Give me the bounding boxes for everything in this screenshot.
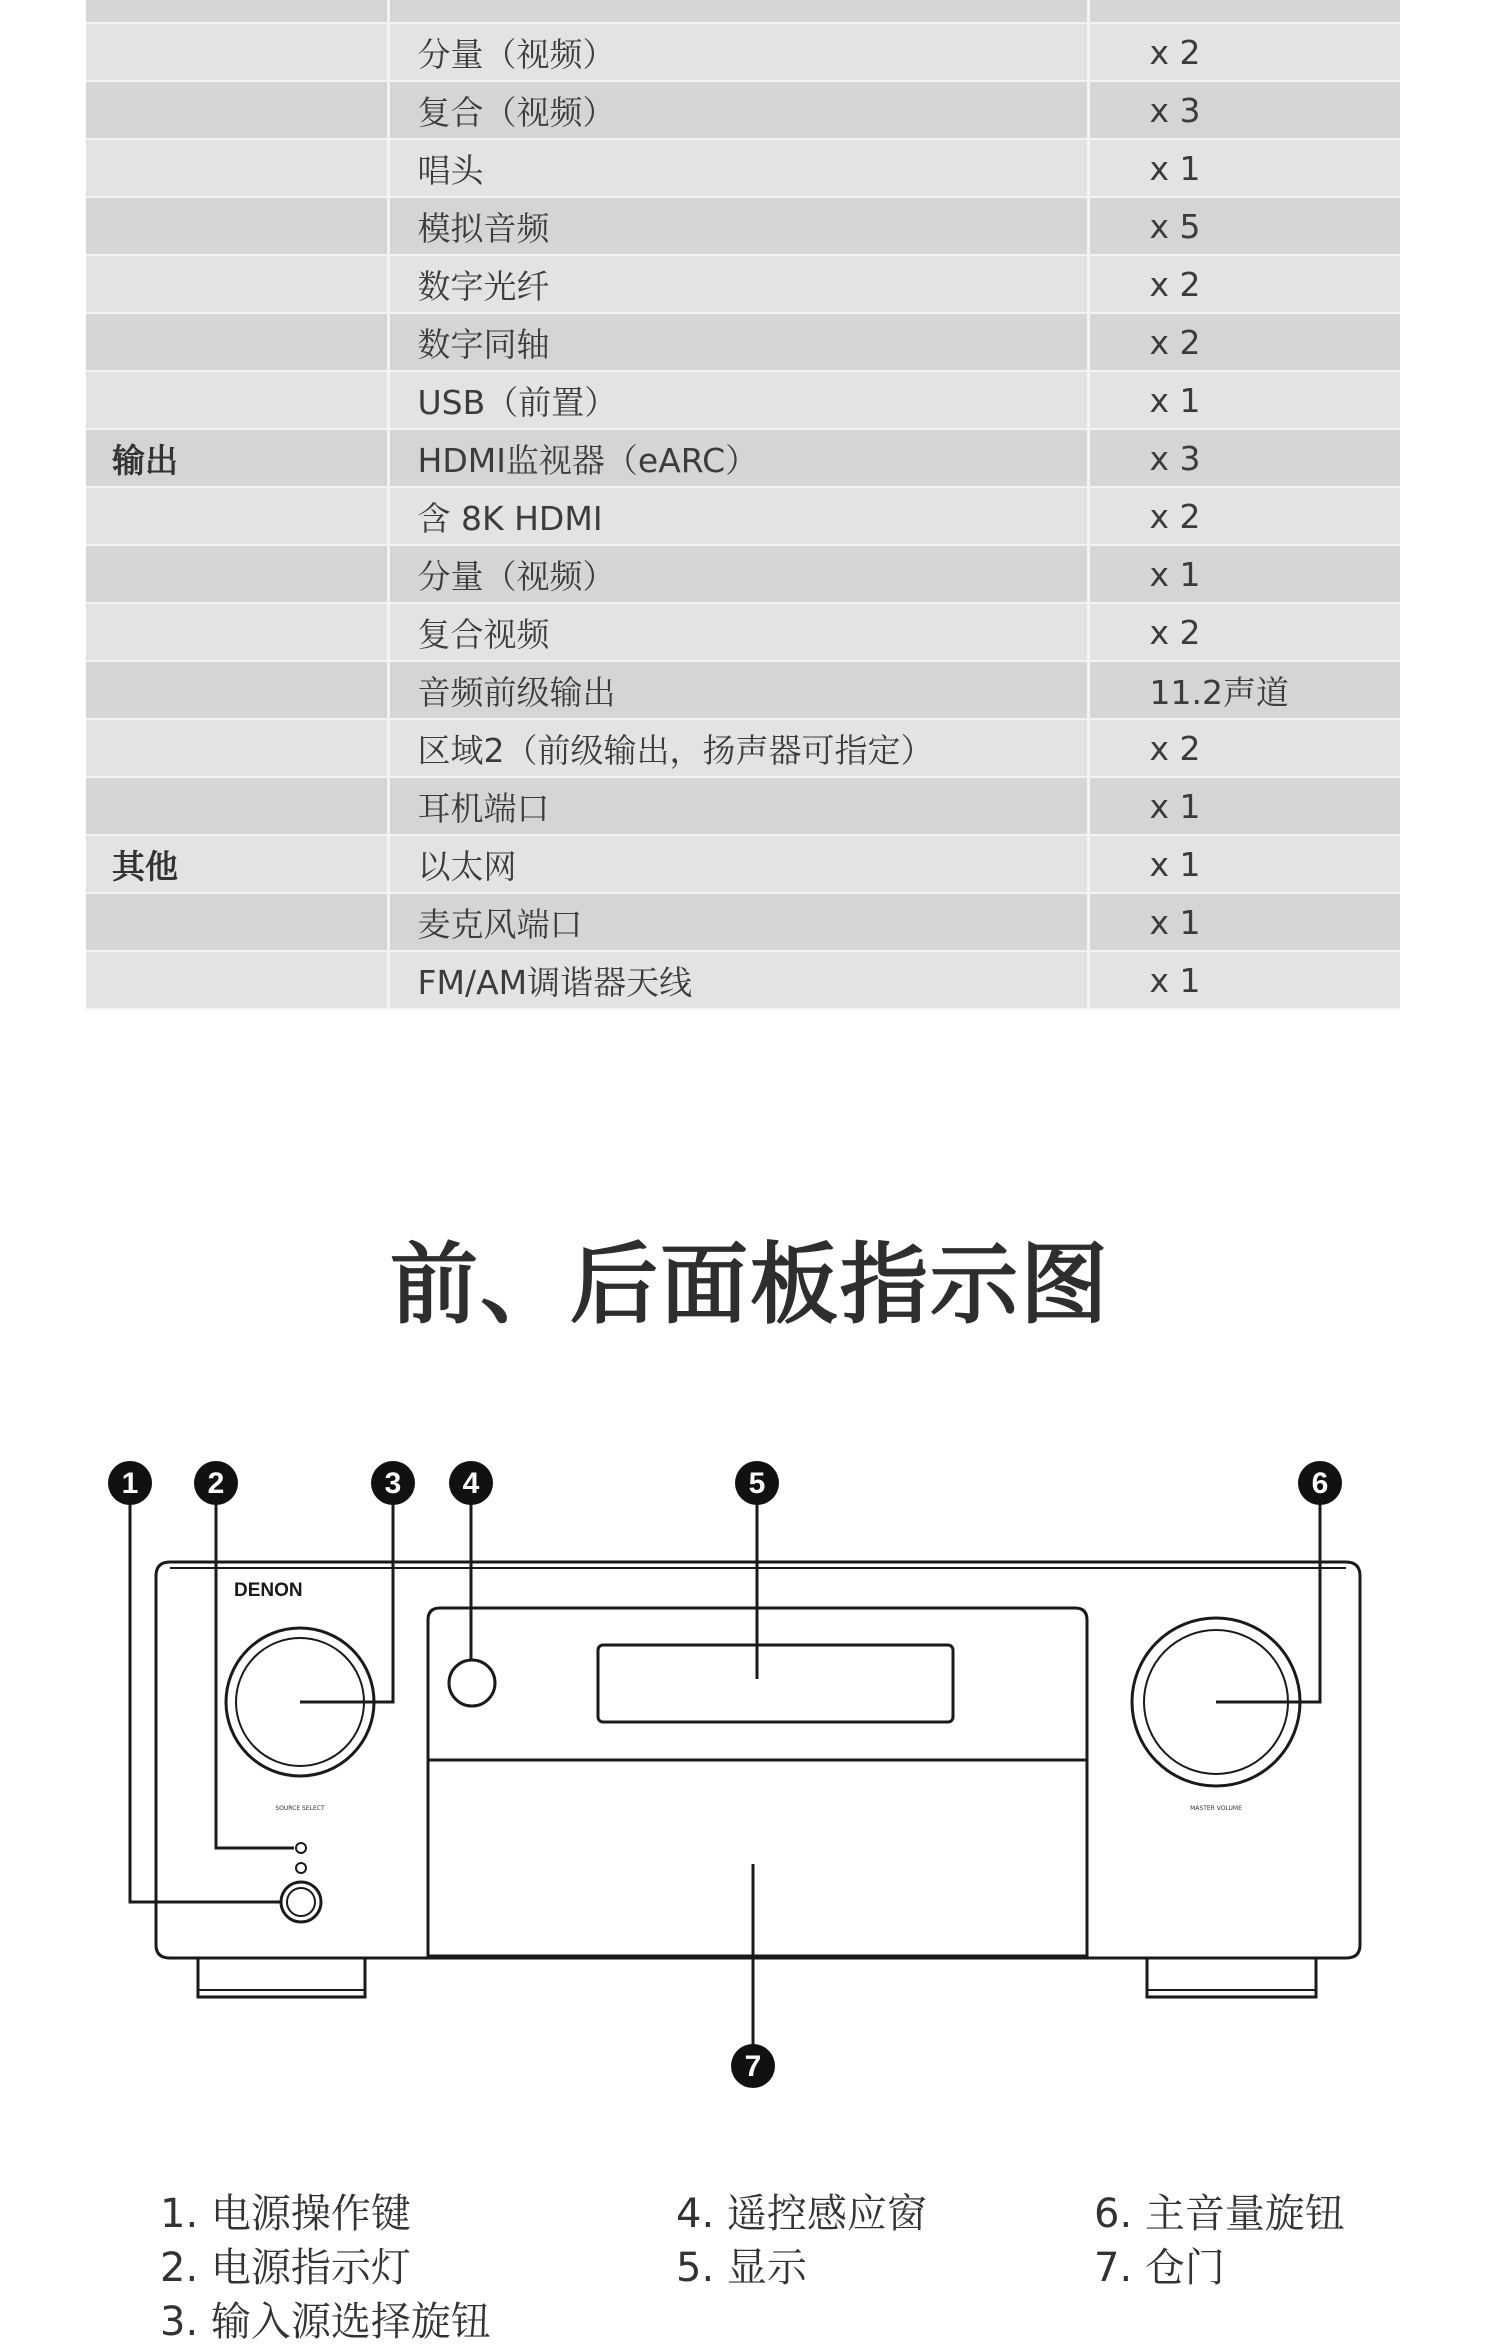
spec-category-cell <box>86 313 388 371</box>
spec-category-cell <box>86 81 388 139</box>
spec-qty-cell: x 2 <box>1088 603 1400 661</box>
legend-item-7: 7. 仓门 <box>1094 2245 1225 2291</box>
spec-item-cell: 分量（视频） <box>388 23 1088 81</box>
leader-line-3 <box>300 1497 393 1702</box>
power-indicator <box>296 1843 306 1853</box>
source-select-label: SOURCE SELECT <box>275 1805 325 1812</box>
spec-table-body <box>86 0 1400 1009</box>
spec-category-cell <box>86 545 388 603</box>
spec-row <box>86 23 1400 81</box>
spec-item-cell: 含 8K HDMI <box>388 487 1088 545</box>
callout-4 <box>449 1461 493 1505</box>
spec-qty-cell: x 1 <box>1088 371 1400 429</box>
spec-row <box>86 719 1400 777</box>
spec-item-cell: 分量（视频） <box>388 545 1088 603</box>
spec-item-cell: 以太网 <box>388 835 1088 893</box>
spec-category-cell <box>86 777 388 835</box>
leader-line-1 <box>130 1497 280 1902</box>
spec-category-cell <box>86 719 388 777</box>
legend-item-5: 5. 显示 <box>676 2245 807 2291</box>
spec-row <box>86 0 1400 23</box>
spec-qty-cell: x 3 <box>1088 429 1400 487</box>
spec-item-cell: 音频前级输出 <box>388 661 1088 719</box>
svg-text:4: 4 <box>462 1467 480 1500</box>
spec-category-cell <box>86 255 388 313</box>
spec-row <box>86 197 1400 255</box>
spec-item-cell: 复合视频 <box>388 603 1088 661</box>
spec-qty-cell: x 1 <box>1088 951 1400 1009</box>
spec-item-cell: FM/AM调谐器天线 <box>388 951 1088 1009</box>
spec-row <box>86 487 1400 545</box>
spec-qty-cell <box>1088 0 1400 23</box>
spec-item-cell <box>388 0 1088 23</box>
spec-qty-cell: x 1 <box>1088 893 1400 951</box>
spec-item-cell: 数字光纤 <box>388 255 1088 313</box>
spec-qty-cell: x 1 <box>1088 777 1400 835</box>
spec-row <box>86 313 1400 371</box>
spec-item-cell: 复合（视频） <box>388 81 1088 139</box>
right-foot <box>1147 1959 1316 1997</box>
spec-qty-cell: x 2 <box>1088 23 1400 81</box>
spec-qty-cell: x 1 <box>1088 545 1400 603</box>
spec-qty-cell: 11.2声道 <box>1088 661 1400 719</box>
callout-7 <box>731 2044 775 2088</box>
spec-item-cell: 麦克风端口 <box>388 893 1088 951</box>
spec-item-cell: 唱头 <box>388 139 1088 197</box>
spec-row <box>86 371 1400 429</box>
brand-logo: DENON <box>234 1580 303 1601</box>
display-screen <box>598 1645 953 1722</box>
spec-category-cell <box>86 23 388 81</box>
spec-row <box>86 661 1400 719</box>
spec-row <box>86 951 1400 1009</box>
spec-row <box>86 81 1400 139</box>
legend-item-2: 2. 电源指示灯 <box>160 2245 411 2291</box>
legend-item-6: 6. 主音量旋钮 <box>1094 2191 1345 2237</box>
spec-category-cell <box>86 197 388 255</box>
spec-row <box>86 835 1400 893</box>
spec-category-cell: 输出 <box>86 429 388 487</box>
legend-item-3: 3. 输入源选择旋钮 <box>160 2299 491 2345</box>
spec-qty-cell: x 2 <box>1088 487 1400 545</box>
callout-6 <box>1298 1461 1342 1505</box>
spec-table <box>86 0 1400 1010</box>
svg-text:6: 6 <box>1311 1467 1329 1500</box>
callout-1 <box>108 1461 152 1505</box>
spec-qty-cell: x 1 <box>1088 835 1400 893</box>
spec-category-cell <box>86 661 388 719</box>
svg-text:3: 3 <box>384 1467 402 1500</box>
section-title: 前、后面板指示图 <box>389 1233 1110 1336</box>
spec-qty-cell: x 1 <box>1088 139 1400 197</box>
spec-category-cell <box>86 371 388 429</box>
leader-line-6 <box>1216 1497 1320 1702</box>
spec-row <box>86 139 1400 197</box>
legend-item-4: 4. 遥控感应窗 <box>676 2191 927 2237</box>
leader-line-2 <box>216 1497 294 1848</box>
spec-row <box>86 429 1400 487</box>
master-volume-label: MASTER VOLUME <box>1190 1805 1242 1812</box>
power-led-small <box>296 1863 306 1873</box>
spec-qty-cell: x 5 <box>1088 197 1400 255</box>
spec-category-cell <box>86 139 388 197</box>
left-foot <box>198 1959 365 1997</box>
spec-row <box>86 777 1400 835</box>
spec-row <box>86 545 1400 603</box>
front-panel-diagram <box>0 1440 1500 2100</box>
spec-item-cell: HDMI监视器（eARC） <box>388 429 1088 487</box>
callout-3 <box>371 1461 415 1505</box>
svg-text:5: 5 <box>748 1467 766 1500</box>
spec-category-cell <box>86 603 388 661</box>
callout-5 <box>735 1461 779 1505</box>
spec-category-cell <box>86 893 388 951</box>
spec-row <box>86 893 1400 951</box>
spec-item-cell: 耳机端口 <box>388 777 1088 835</box>
spec-row <box>86 255 1400 313</box>
spec-category-cell <box>86 951 388 1009</box>
svg-text:7: 7 <box>744 2050 762 2083</box>
spec-row <box>86 603 1400 661</box>
door-panel <box>428 1760 1087 1956</box>
spec-category-cell: 其他 <box>86 835 388 893</box>
callout-2 <box>194 1461 238 1505</box>
spec-item-cell: 模拟音频 <box>388 197 1088 255</box>
spec-qty-cell: x 3 <box>1088 81 1400 139</box>
spec-item-cell: 区域2（前级输出，扬声器可指定） <box>388 719 1088 777</box>
legend-item-1: 1. 电源操作键 <box>160 2191 411 2237</box>
spec-qty-cell: x 2 <box>1088 719 1400 777</box>
svg-text:2: 2 <box>207 1467 225 1500</box>
spec-item-cell: 数字同轴 <box>388 313 1088 371</box>
spec-qty-cell: x 2 <box>1088 255 1400 313</box>
spec-qty-cell: x 2 <box>1088 313 1400 371</box>
svg-text:1: 1 <box>121 1467 139 1500</box>
spec-category-cell <box>86 487 388 545</box>
spec-category-cell <box>86 0 388 23</box>
remote-sensor-window <box>449 1660 495 1706</box>
spec-item-cell: USB（前置） <box>388 371 1088 429</box>
